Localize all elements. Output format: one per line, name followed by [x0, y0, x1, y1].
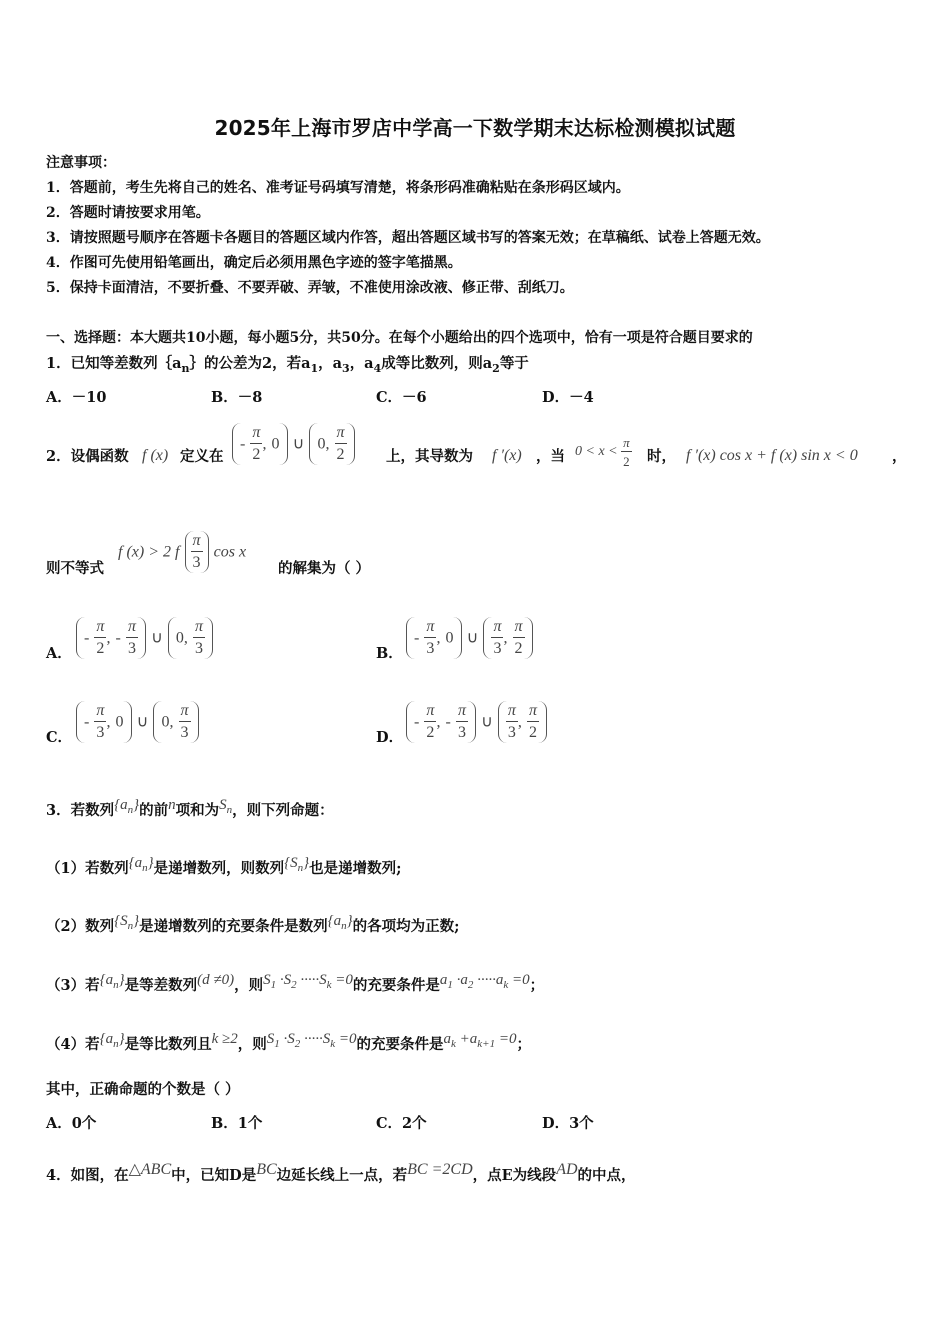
- q2-option-a: - $\frac{\pi}{2}$ , - $\frac{\pi}{3}$ ∪ 0, $\frac{\pi}{3}$: [76, 617, 213, 659]
- q3-statement-3: （3）若$\{a_n\}$是等差数列(d ≠0)，则$S_1 \cdot S_2 \cdot\cdot\cdot\cdot\cdot S_k =0$的充要条件是$a_1 \cdot a_2 \cdot\cdot\cdot\cdot\cdot a_k =0$；: [46, 972, 545, 994]
- q2-defined: 定义在: [180, 448, 224, 465]
- q2-option-a-label: A．: [46, 645, 72, 662]
- q3-option-c: C．2个: [376, 1115, 427, 1132]
- section-heading: 一、选择题：本大题共10小题，每小题5分，共50分。在每个小题给出的四个选项中，恰有一项是符合题目要求的: [46, 330, 753, 346]
- q3-question: 其中，正确命题的个数是（ ）: [46, 1081, 240, 1098]
- q2-when-post: 时，: [647, 448, 676, 465]
- notice-heading: 注意事项：: [46, 155, 116, 171]
- q2-inequality: f ′(x) cos x + f (x) sin x < 0: [686, 447, 858, 464]
- q1-option-b: B．－8: [211, 389, 263, 406]
- q2-fprime: f ′(x): [492, 447, 522, 464]
- page-title: 2025年上海市罗店中学高一下数学期末达标检测模拟试题: [214, 116, 736, 140]
- q3-option-b: B．1个: [211, 1115, 263, 1132]
- question-3-stem: 3．若数列$\{a_n\}$的前n项和为$S_n$，则下列命题：: [46, 797, 334, 819]
- q3-option-d: D．3个: [542, 1115, 594, 1132]
- q2-option-c-label: C．: [46, 729, 73, 746]
- q2-fx: f (x): [142, 447, 169, 464]
- notice-item-1: 1．答题前，考生先将自己的姓名、准考证号码填写清楚，将条形码准确粘贴在条形码区域内。: [46, 180, 630, 196]
- q1-option-c: C．－6: [376, 389, 427, 406]
- q3-statement-4: （4）若$\{a_n\}$是等比数列且k ≥2，则$S_1 \cdot S_2 \cdot\cdot\cdot\cdot\cdot S_k =0$的充要条件是$a_k +a_{k+1} =0$；: [46, 1031, 531, 1053]
- notice-item-2: 2．答题时请按要求用笔。: [46, 205, 210, 221]
- q3-statement-1: （1）若数列$\{a_n\}$是递增数列，则数列$\{S_n\}$也是递增数列;: [46, 855, 402, 877]
- q2-comma: ，: [892, 448, 907, 465]
- q2-condition: 0 < x < $\frac{\pi}{2}$: [575, 435, 630, 469]
- q3-option-a: A．0个: [46, 1115, 97, 1132]
- q1-option-d: D．－4: [542, 389, 594, 406]
- q2-option-b-label: B．: [376, 645, 403, 662]
- q1-option-a: A．－10: [46, 389, 107, 406]
- q2-domain-tail: 上，其导数为: [386, 448, 473, 465]
- question-4: 4．如图，在△ABC中，已知D是BC边延长线上一点，若BC =2CD，点E为线段AD的中点，: [46, 1161, 636, 1184]
- notice-item-5: 5．保持卡面清洁，不要折叠、不要弄破、弄皱，不准使用涂改液、修正带、刮纸刀。: [46, 280, 574, 296]
- q2-option-d-label: D．: [376, 729, 404, 746]
- question-1: 1．已知等差数列$\{a_n\}$的公差为2，若$a_1$，$a_3$，$a_4$成等比数列，则$a_2$等于: [46, 355, 529, 375]
- q2-when-pre: ，当: [536, 448, 565, 465]
- q2-line2-pre: 则不等式: [46, 560, 104, 577]
- q3-statement-2: （2）数列$\{S_n\}$是递增数列的充要条件是数列$\{a_n\}$的各项均为正数;: [46, 913, 460, 935]
- q2-option-d: - $\frac{\pi}{2}$ , - $\frac{\pi}{3}$ ∪ $\frac{\pi}{3}$ , $\frac{\pi}{2}$: [406, 701, 547, 743]
- q2-option-b: - $\frac{\pi}{3}$ , 0 ∪ $\frac{\pi}{3}$ , $\frac{\pi}{2}$: [406, 617, 533, 659]
- q2-domain: - $\frac{\pi}{2}$ , 0 ∪ 0, $\frac{\pi}{2}$: [232, 423, 355, 465]
- q2-line2-post: 的解集为（ ）: [278, 560, 371, 577]
- q2-num: 2．设偶函数: [46, 448, 129, 465]
- q2-inequality-2: f (x) > 2 f $\frac{\pi}{3}$ cos x: [118, 532, 247, 571]
- notice-item-4: 4．作图可先使用铅笔画出，确定后必须用黑色字迹的签字笔描黑。: [46, 255, 462, 271]
- q2-option-c: - $\frac{\pi}{3}$ , 0 ∪ 0, $\frac{\pi}{3}$: [76, 701, 199, 743]
- notice-item-3: 3．请按照题号顺序在答题卡各题目的答题区域内作答，超出答题区域书写的答案无效；在草稿纸、试卷上答题无效。: [46, 230, 770, 246]
